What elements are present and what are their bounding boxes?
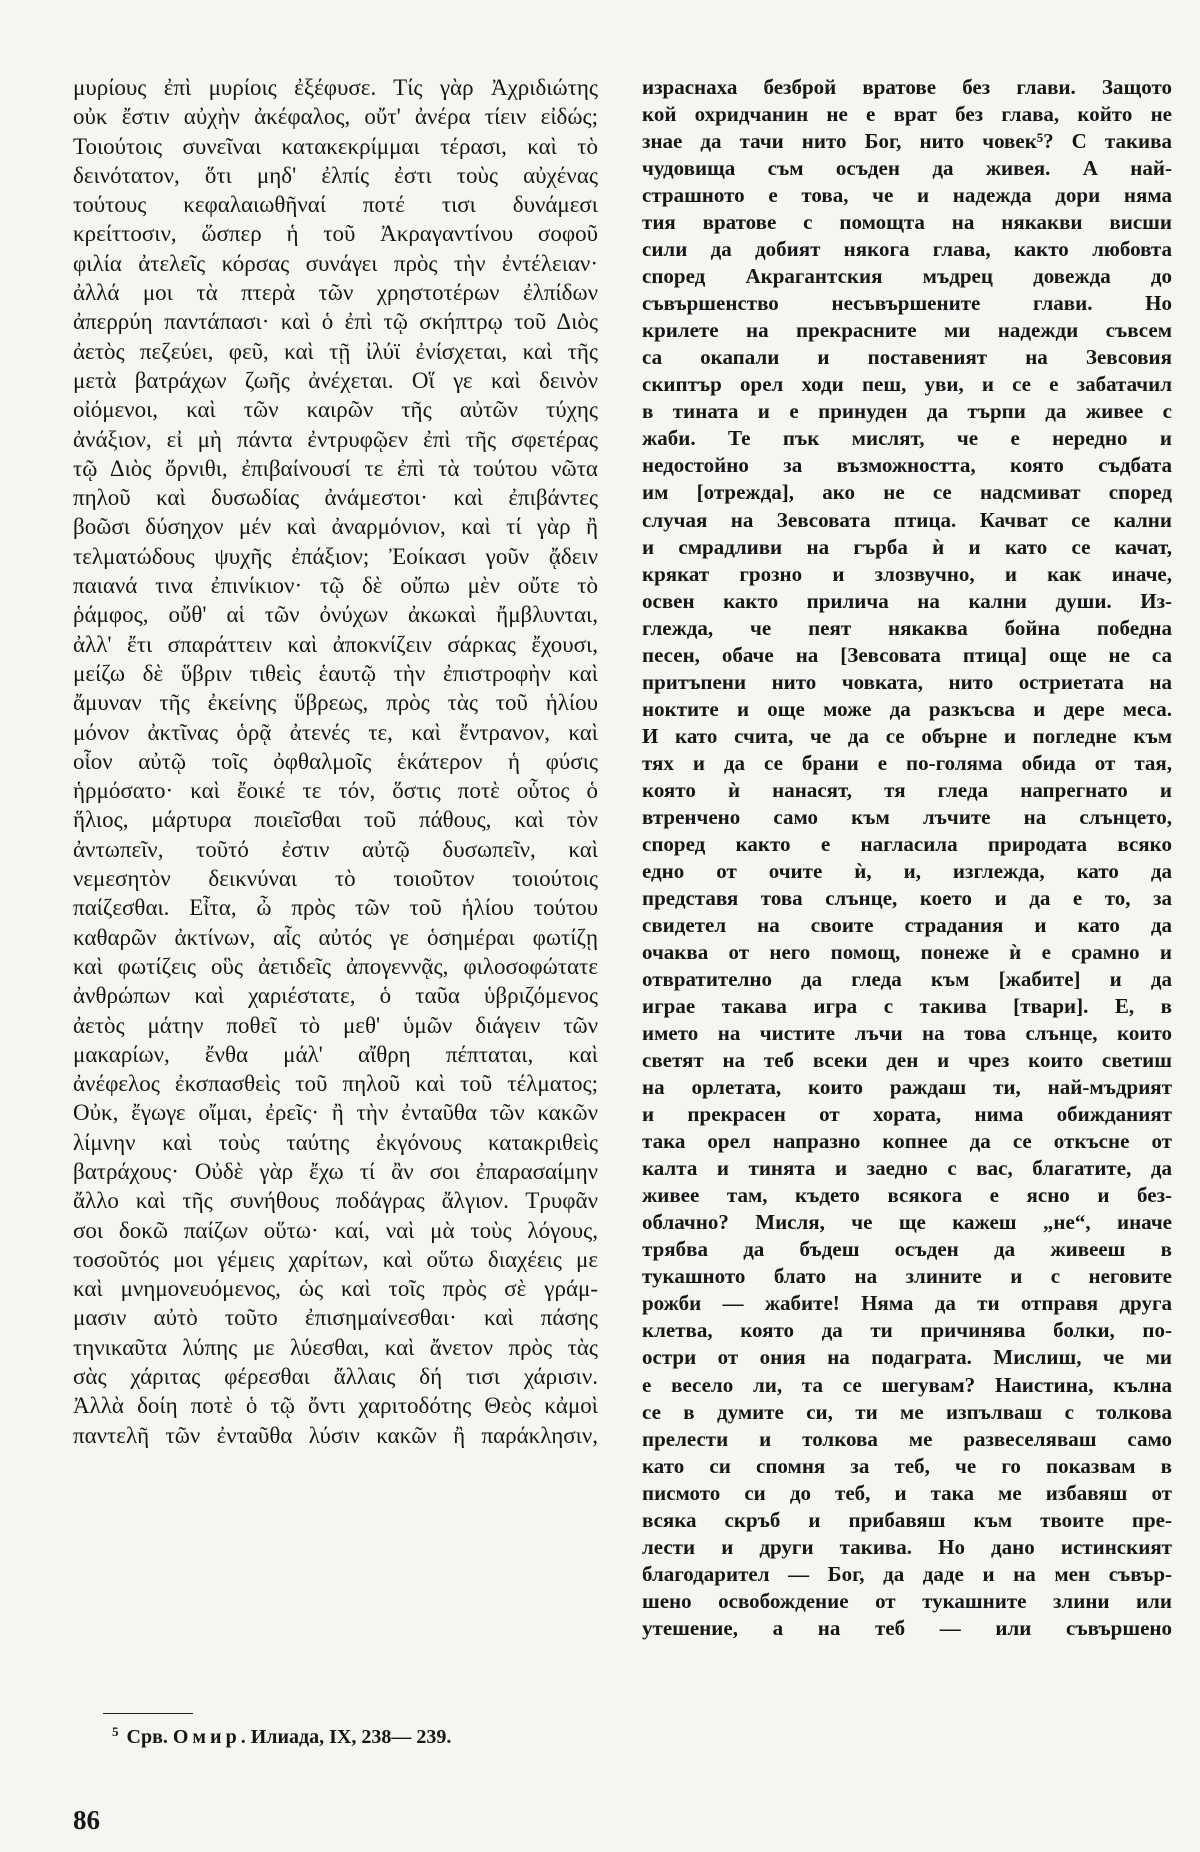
bulgarian-text-line-text: утешение, а на теб — или съвършено	[642, 1615, 1172, 1640]
greek-text-line	[73, 1040, 598, 1069]
greek-text-line	[73, 776, 598, 805]
greek-text-line-text: ἄλλο καὶ τῆς συνήθους ποδάγρας ἄλγιον. Τρυφᾶν	[73, 1188, 598, 1214]
bulgarian-text-line-text: живее там, където всякога е ясно и без-	[642, 1183, 1172, 1208]
bulgarian-text-line-text: писмото си до теб, и така ме избавяш от	[642, 1480, 1172, 1505]
bulgarian-text-line	[642, 1101, 1172, 1128]
greek-text-line-text: ἀνάξιον, εἰ μὴ πάντα ἐντρυφῷεν ἐπὶ τῆς σφετέρας	[73, 426, 598, 452]
footnote-reference: . Илиада, IX, 238— 239.	[240, 1726, 452, 1748]
greek-text-line	[73, 1245, 598, 1274]
bulgarian-text-line	[642, 939, 1172, 966]
bulgarian-text-line	[642, 209, 1172, 236]
bulgarian-text-line-text: тия вратове с помощта на някакви висши	[642, 210, 1172, 235]
greek-text-line-text: παντελῆ τῶν ἐνταῦθα λύσιν κακῶν ἢ παράκλησιν,	[73, 1422, 598, 1448]
greek-text-line	[73, 981, 598, 1010]
greek-text-line-text: μυρίους ἐπὶ μυρίοις ἐξέφυσε. Τίς γὰρ Ἀχριδιώτης	[73, 75, 598, 100]
bulgarian-text-line	[642, 101, 1172, 128]
bulgarian-text-line-text: тях и да се брани е по-голяма обида от тая,	[642, 750, 1172, 775]
bulgarian-text-column	[642, 74, 1172, 1642]
bulgarian-text-line	[642, 74, 1172, 101]
greek-text-line	[73, 688, 598, 717]
greek-text-line-text: τελματώδους ψυχῆς ἐπάξιον; Ἐοίκασι γοῦν ᾄδειν	[73, 543, 598, 569]
greek-text-line	[73, 1421, 598, 1450]
greek-text-line-text: ἀλλά μοι τὰ πτερὰ τῶν χρηστοτέρων ἐλπίδων	[73, 280, 598, 306]
greek-text-line-text: καθαρῶν ἀκτίνων, αἷς αὐτός γε ὁσημέραι φωτίζῃ	[73, 924, 598, 950]
bulgarian-text-line-text: облачно? Мисля, че ще кажеш „не“, иначе	[642, 1210, 1172, 1235]
bulgarian-text-line-text: и прекрасен от хората, нима обижданият	[642, 1102, 1172, 1127]
greek-text-line	[73, 161, 598, 190]
bulgarian-text-line	[642, 317, 1172, 344]
bulgarian-text-line	[642, 1453, 1172, 1480]
bulgarian-text-line-text: и смрадливи на гърба ѝ и като се качат,	[642, 534, 1172, 559]
bulgarian-text-line	[642, 1507, 1172, 1534]
bulgarian-text-line-text: свидетел на своите страдания и като да	[642, 912, 1172, 937]
greek-text-line	[73, 1303, 598, 1332]
greek-text-line-text: λίμνην καὶ τοὺς ταύτης ἐκγόνους κατακριθεὶς	[73, 1129, 598, 1155]
greek-text-line-text: ἀνέφελος ἐκσπασθεὶς τοῦ πηλοῦ καὶ τοῦ τέλματος;	[73, 1071, 598, 1097]
greek-text-line-text: Ἀλλὰ δοίη ποτὲ ὁ τῷ ὄντι χαριτοδότης Θεὸς κἀμοὶ	[73, 1393, 598, 1419]
greek-text-line-text: οὐκ ἔστιν αὐχὴν ἀκέφαλος, οὔτ' ἀνέρα τίειν εἰδώς;	[73, 104, 598, 130]
greek-text-line	[73, 747, 598, 776]
greek-text-line	[73, 425, 598, 454]
bulgarian-text-line-text: играе такава игра с такива [твари]. Е, в	[642, 994, 1172, 1019]
bulgarian-text-line-text: крилете на прекрасните ми надежди съвсем	[642, 318, 1172, 343]
greek-text-line	[73, 1069, 598, 1098]
greek-text-line-text: σὰς χάριτας φέρεσθαι ἄλλαις δή τισι χάρισιν.	[73, 1364, 598, 1390]
greek-text-line	[73, 1333, 598, 1362]
greek-text-line-text: δεινότατον, ὅτι μηδ' ἐλπίς ἐστι τοὺς αὐχένας	[73, 162, 598, 188]
bulgarian-text-line-text: втренчено само към лъчите на слънцето,	[642, 804, 1172, 829]
greek-text-line	[73, 1157, 598, 1186]
bulgarian-text-line	[642, 1074, 1172, 1101]
bulgarian-text-line-text: благодарител — Бог, да даде и на мен съвър-	[642, 1561, 1172, 1586]
bulgarian-text-line-text: израснаха безброй вратове без глави. Защото	[642, 75, 1172, 99]
greek-text-line-text: ἀλλ' ἔτι σπαράττειν καὶ ἀποκνίζειν σάρκας ἔχουσι,	[73, 631, 598, 657]
bulgarian-text-line	[642, 1263, 1172, 1290]
greek-text-line	[73, 630, 598, 659]
bulgarian-text-line	[642, 1426, 1172, 1453]
bulgarian-text-line-text: всяка скръб и прибавяш към твоите пре-	[642, 1507, 1172, 1532]
bulgarian-text-line-text: жаби. Те пък мислят, че е нередно и	[642, 426, 1172, 451]
page-number: 86	[73, 1805, 100, 1835]
bulgarian-text-line-text: съвършенство несъвършените глави. Но	[642, 291, 1172, 316]
bulgarian-text-line-text: ноктите и още може да разкъсва и дере меса.	[642, 696, 1172, 721]
greek-text-line-text: μετὰ βατράχων ζωῆς ἀνέχεται. Οἵ γε καὶ δεινὸν	[73, 367, 598, 393]
greek-text-line	[73, 1391, 598, 1420]
bulgarian-text-line-text: знае да тачи нито Бог, нито човек⁵? С такива	[642, 129, 1172, 154]
bulgarian-text-line	[642, 669, 1172, 696]
greek-text-line	[73, 1274, 598, 1303]
bulgarian-text-line	[642, 1182, 1172, 1209]
bulgarian-text-line-text: представя това слънце, което и да е то, за	[642, 885, 1172, 910]
greek-text-line-text: ἄμυναν τῆς ἐκείνης ὕβρεως, πρὸς τὰς τοῦ ἡλίου	[73, 690, 598, 716]
greek-text-line	[73, 249, 598, 278]
bulgarian-text-line-text: е весело ли, та се шегувам? Наистина, кълна	[642, 1372, 1172, 1397]
bulgarian-text-line	[642, 452, 1172, 479]
greek-text-line-text: φιλία ἀτελεῖς κόρσας συνάγει πρὸς τὴν ἐντέλειαν·	[73, 250, 598, 276]
bulgarian-text-line-text: светят на теб всеки ден и чрез които светиш	[642, 1048, 1172, 1073]
bulgarian-text-line	[642, 1399, 1172, 1426]
footnote-author: Омир	[172, 1726, 241, 1748]
greek-text-line	[73, 952, 598, 981]
greek-text-line-text: ῥάμφος, οὔθ' αἱ τῶν ὀνύχων ἀκωκαὶ ἤμβλυνται,	[73, 602, 598, 628]
greek-text-line	[73, 190, 598, 219]
greek-text-line	[73, 1128, 598, 1157]
greek-text-line-text: καὶ φωτίζεις οὓς ἀετιδεῖς ἀπογεννᾷς, φιλοσοφώτατε	[73, 953, 598, 979]
greek-text-line-text: βοῶσι δύσηχον μέν καὶ ἀναρμόνιον, καὶ τί γὰρ ἢ	[73, 514, 598, 540]
bulgarian-text-line	[642, 1128, 1172, 1155]
greek-text-line-text: Τοιούτοις συνεῖναι κατακεκρίμμαι τέρασι, καὶ τὸ	[73, 133, 598, 159]
bulgarian-text-line-text: тукашното блато на злините и с неговите	[642, 1264, 1172, 1289]
bulgarian-text-line	[642, 1020, 1172, 1047]
bulgarian-text-line	[642, 966, 1172, 993]
bulgarian-text-line	[642, 263, 1172, 290]
bulgarian-text-line	[642, 696, 1172, 723]
greek-text-line-text: οἷον αὐτῷ τοῖς ὀφθαλμοῖς ἑκάτερον ἡ φύσις	[73, 748, 598, 774]
bulgarian-text-line	[642, 534, 1172, 561]
bulgarian-text-line	[642, 588, 1172, 615]
bulgarian-text-line-text: едно от очите ѝ, и, изглежда, като да	[642, 858, 1172, 883]
bulgarian-text-line-text: името на чистите лъчи на това слънце, които	[642, 1021, 1172, 1046]
bulgarian-text-line-text: недостойно за възможността, която съдбата	[642, 453, 1172, 478]
bulgarian-text-line-text: остри от ония на подаграта. Мислиш, че ми	[642, 1345, 1172, 1370]
bulgarian-text-line-text: се в думите си, ти ме изпълваш с толкова	[642, 1399, 1172, 1424]
greek-text-line	[73, 278, 598, 307]
greek-text-line-text: ἀπερρύη παντάπασι· καὶ ὁ ἐπὶ τῷ σκήπτρῳ τοῦ Διὸς	[73, 309, 598, 335]
greek-text-line	[73, 1011, 598, 1040]
greek-text-line	[73, 923, 598, 952]
greek-text-line	[73, 337, 598, 366]
bulgarian-text-line-text: клетва, която да ти причинява болки, по-	[642, 1318, 1172, 1343]
bulgarian-text-line-text: И като счита, че да се обърне и погледне към	[642, 723, 1172, 748]
bulgarian-text-line-text: на орлетата, които раждаш ти, най-мъдрият	[642, 1075, 1172, 1100]
bulgarian-text-line-text: скиптър орел ходи пеш, уви, и се е забатачил	[642, 372, 1172, 397]
greek-text-line	[73, 102, 598, 131]
greek-text-line-text: ἀετὸς πεζεύει, φεῦ, καὶ τῇ ἰλύϊ ἐνίσχεται, καὶ τῆς	[73, 338, 598, 364]
greek-text-line-text: τῷ Διὸς ὄρνιθι, ἐπιβαίνουσί τε ἐπὶ τὰ τούτου νῶτα	[73, 455, 598, 481]
greek-text-line	[73, 307, 598, 336]
bulgarian-text-line	[642, 344, 1172, 371]
greek-text-line	[73, 1216, 598, 1245]
greek-text-line-text: μείζω δὲ ὕβριν τιθεὶς ἑαυτῷ τὴν ἐπιστροφὴν καὶ	[73, 660, 598, 686]
greek-text-line-text: ἡρμόσατο· καὶ ἔοικέ τε τόν, ὅστις ποτὲ οὗτος ὁ	[73, 778, 598, 804]
greek-text-line-text: βατράχους· Οὐδὲ γὰρ ἔχω τί ἂν σοι ἐπαρασαίμην	[73, 1158, 598, 1184]
bulgarian-text-line	[642, 1344, 1172, 1371]
bulgarian-text-line-text: сили да добият някога глава, както любовта	[642, 237, 1172, 262]
greek-text-line-text: καὶ μνημονευόμενος, ὡς καὶ τοῖς πρὸς σὲ γράμ-	[73, 1276, 598, 1302]
bulgarian-text-line	[642, 1534, 1172, 1561]
bulgarian-text-line-text: страшното е това, че и надежда дори няма	[642, 183, 1172, 208]
bulgarian-text-line	[642, 723, 1172, 750]
bulgarian-text-line-text: песен, обаче на [Зевсовата птица] още не са	[642, 642, 1172, 667]
greek-text-line	[73, 659, 598, 688]
bulgarian-text-line-text: калта и тинята и заедно с вас, благатите, да	[642, 1156, 1172, 1181]
greek-text-line	[73, 454, 598, 483]
bulgarian-text-line	[642, 912, 1172, 939]
bulgarian-text-line	[642, 804, 1172, 831]
bulgarian-text-line	[642, 507, 1172, 534]
footnote-prefix: Срв.	[126, 1726, 173, 1748]
greek-text-line-text: μόνον ἀκτῖνας ὁρᾷ ἀτενές τε, καὶ ἔντρανον, καὶ	[73, 719, 598, 745]
bulgarian-text-line	[642, 479, 1172, 506]
greek-text-column	[73, 73, 598, 1450]
bulgarian-text-line	[642, 615, 1172, 642]
greek-text-line	[73, 893, 598, 922]
bulgarian-text-line	[642, 1155, 1172, 1182]
bulgarian-text-line	[642, 831, 1172, 858]
greek-text-line	[73, 132, 598, 161]
bulgarian-text-line-text: прелести и толкова ме развеселяваш само	[642, 1426, 1172, 1451]
bulgarian-text-line-text: според както е нагласила природата всяко	[642, 831, 1172, 856]
bulgarian-text-line	[642, 1561, 1172, 1588]
bulgarian-text-line-text: според Акрагантския мъдрец довежда до	[642, 264, 1172, 289]
bulgarian-text-line	[642, 1588, 1172, 1615]
greek-text-line-text: σοι δοκῶ παίζων οὕτω· καί, ναὶ μὰ τοὺς λόγους,	[73, 1217, 598, 1243]
bulgarian-text-line	[642, 777, 1172, 804]
bulgarian-text-line	[642, 1317, 1172, 1344]
greek-text-line-text: ἥλιος, μάρτυρα ποιεῖσθαι τοῦ πάθους, καὶ τὸν	[73, 807, 598, 833]
bulgarian-text-line-text: са окапали и поставеният на Зевсовия	[642, 345, 1172, 370]
greek-text-line	[73, 718, 598, 747]
bulgarian-text-line	[642, 425, 1172, 452]
bulgarian-text-line-text: кой охридчанин не е врат без глава, който не	[642, 102, 1172, 127]
greek-text-line-text: τηνικαῦτα λύπης με λύεσθαι, καὶ ἄνετον πρὸς τὰς	[73, 1334, 598, 1360]
greek-text-line-text: παίζεσθαι. Εἶτα, ὦ πρὸς τῶν τοῦ ἡλίου τούτου	[73, 895, 598, 921]
bulgarian-text-line-text: шено освобождение от тукашните злини или	[642, 1588, 1172, 1613]
greek-text-line-text: μασιν αὐτὸ τοῦτο ἐπισημαίνεσθαι· καὶ πάσης	[73, 1305, 598, 1331]
greek-text-line-text: Οὐκ, ἔγωγε οἴμαι, ἐρεῖς· ἢ τὴν ἐνταῦθα τῶν κακῶν	[73, 1100, 598, 1126]
bulgarian-text-line	[642, 290, 1172, 317]
bulgarian-text-line-text: глежда, че пеят някаква бойна победна	[642, 615, 1172, 640]
bulgarian-text-line	[642, 1236, 1172, 1263]
greek-text-line	[73, 864, 598, 893]
bulgarian-text-line	[642, 1480, 1172, 1507]
greek-text-line	[73, 600, 598, 629]
bulgarian-text-line-text: отвратително да гледа към [жабите] и да	[642, 967, 1172, 992]
greek-text-line-text: νεμεσητὸν δεικνύναι τὸ τοιοῦτον τοιούτοις	[73, 866, 598, 892]
greek-text-line-text: ἀνθρώπων καὶ χαριέστατε, ὁ ταῦα ὑβριζόμενος	[73, 983, 598, 1009]
greek-text-line	[73, 571, 598, 600]
footnote	[112, 1720, 451, 1749]
bulgarian-text-line	[642, 642, 1172, 669]
greek-text-line-text: οἰόμενοι, καὶ τῶν καιρῶν τῆς αὐτῶν τύχης	[73, 397, 598, 423]
greek-text-line-text: ἀντωπεῖν, τοῦτό ἐστιν αὐτῷ δυσωπεῖν, καὶ	[73, 836, 598, 862]
bulgarian-text-line-text: която ѝ нанасят, тя гледа напрегнато и	[642, 777, 1172, 802]
greek-text-line	[73, 1098, 598, 1127]
bulgarian-text-line-text: освен както прилича на кални души. Из-	[642, 588, 1172, 613]
bulgarian-text-line-text: им [отрежда], ако не се надсмиват според	[642, 480, 1172, 505]
greek-text-line	[73, 835, 598, 864]
bulgarian-text-line	[642, 236, 1172, 263]
bulgarian-text-line-text: като си спомня за теб, че го показвам в	[642, 1453, 1172, 1478]
greek-text-line-text: παιανά τινα ἐπινίκιον· τῷ δὲ οὔπω μὲν οὔτε τὸ	[73, 573, 598, 599]
bulgarian-text-line	[642, 993, 1172, 1020]
greek-text-line	[73, 1362, 598, 1391]
bulgarian-text-line	[642, 128, 1172, 155]
greek-text-line-text: μακαρίων, ἔνθα μάλ' αἴθρη πέπταται, καὶ	[73, 1041, 598, 1067]
footnote-rule	[103, 1713, 193, 1714]
bulgarian-text-line	[642, 155, 1172, 182]
bulgarian-text-line-text: трябва да бъдеш осъден да живееш в	[642, 1237, 1172, 1262]
greek-text-line	[73, 219, 598, 248]
greek-text-line-text: πηλοῦ καὶ δυσωδίας ἀνάμεστοι· καὶ ἐπιβάντες	[73, 485, 598, 511]
bulgarian-text-line	[642, 1372, 1172, 1399]
bulgarian-text-line-text: случая на Зевсовата птица. Качват се кални	[642, 507, 1172, 532]
greek-text-line-text: τοσοῦτός μοι γέμεις χαρίτων, καὶ οὕτω διαχέεις με	[73, 1246, 598, 1272]
greek-text-line	[73, 1186, 598, 1215]
bulgarian-text-line	[642, 1615, 1172, 1642]
greek-text-line	[73, 395, 598, 424]
greek-text-line	[73, 73, 598, 102]
bulgarian-text-line	[642, 1290, 1172, 1317]
greek-text-line-text: τούτους κεφαλαιωθῆναί ποτέ τισι δυνάμεσι	[73, 192, 598, 218]
bulgarian-text-line	[642, 398, 1172, 425]
bulgarian-text-line	[642, 1047, 1172, 1074]
greek-text-line-text: κρείττοσιν, ὥσπερ ἡ τοῦ Ἀκραγαντίνου σοφοῦ	[73, 221, 598, 247]
bulgarian-text-line-text: в тината и е принуден да търпи да живее с	[642, 399, 1172, 424]
bulgarian-text-line-text: така орел напразно копнее да се откъсне от	[642, 1129, 1172, 1154]
greek-text-line	[73, 483, 598, 512]
greek-text-line	[73, 512, 598, 541]
bulgarian-text-line-text: рожби — жабите! Няма да ти отправя друга	[642, 1291, 1172, 1316]
bulgarian-text-line-text: притъпени нито човката, нито остриетата на	[642, 669, 1172, 694]
greek-text-line	[73, 366, 598, 395]
footnote-marker: 5	[112, 1724, 119, 1739]
bulgarian-text-line	[642, 750, 1172, 777]
bulgarian-text-line	[642, 561, 1172, 588]
bulgarian-text-line	[642, 885, 1172, 912]
bulgarian-text-line-text: очаква от него помощ, понеже ѝ е срамно и	[642, 940, 1172, 964]
bulgarian-text-line	[642, 858, 1172, 885]
greek-text-line	[73, 542, 598, 571]
bulgarian-text-line-text: лести и други такива. Но дано истинският	[642, 1534, 1172, 1559]
greek-text-line-text: ἀετὸς μάτην ποθεῖ τὸ μεθ' ὑμῶν διάγειν τῶν	[73, 1012, 598, 1038]
greek-text-line	[73, 805, 598, 834]
bulgarian-text-line	[642, 182, 1172, 209]
bulgarian-text-line-text: крякат грозно и злозвучно, и как иначе,	[642, 561, 1172, 586]
bulgarian-text-line	[642, 371, 1172, 398]
bulgarian-text-line	[642, 1209, 1172, 1236]
bulgarian-text-line-text: чудовища съм осъден да живея. А най-	[642, 156, 1172, 181]
